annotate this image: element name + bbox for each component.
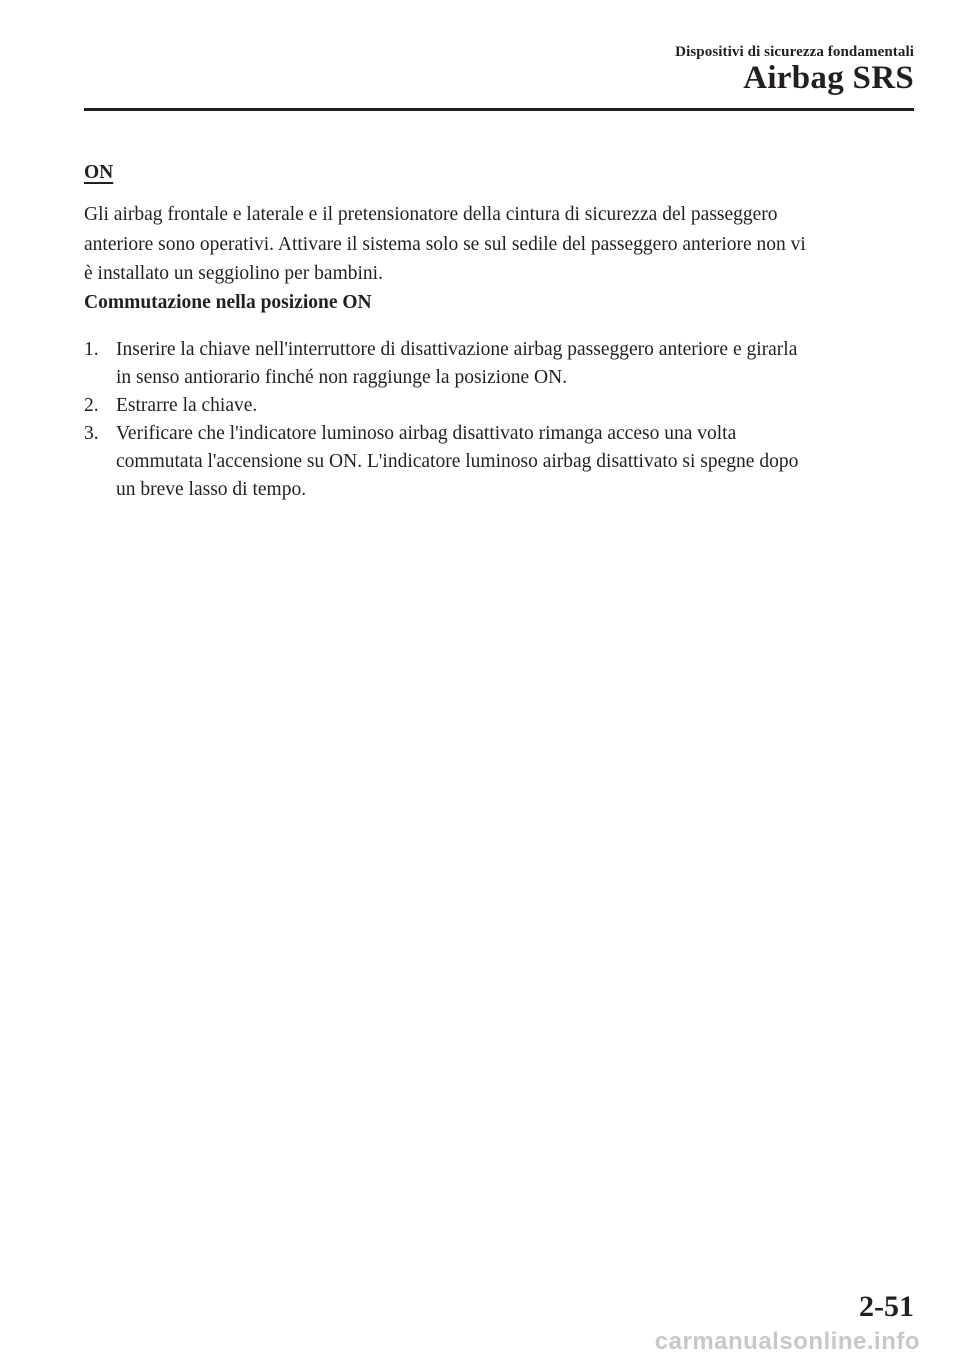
paragraph-line: anteriore sono operativi. Attivare il sistema solo se sul sedile del passeggero anteriore non vi xyxy=(84,233,806,255)
intro-paragraph xyxy=(84,200,914,289)
paragraph-line: Gli airbag frontale e laterale e il pretensionatore della cintura di sicurezza del passeggero xyxy=(84,204,778,225)
watermark: carmanualsonline.info xyxy=(654,1328,920,1355)
section-heading-on: ON xyxy=(84,162,114,183)
step-text-line: commutata l'accensione su ON. L'indicatore luminoso airbag disattivato si spegne dopo xyxy=(116,451,799,472)
step-text-line: Inserire la chiave nell'interruttore di disattivazione airbag passeggero anteriore e girarla xyxy=(116,339,798,360)
procedure-steps xyxy=(84,336,916,504)
header-divider xyxy=(84,108,914,111)
step-item xyxy=(84,336,916,392)
step-item xyxy=(84,420,916,504)
step-text-line: in senso antiorario finché non raggiunge la posizione ON. xyxy=(116,367,568,388)
paragraph-line: è installato un seggiolino per bambini. xyxy=(84,263,383,284)
page-title: Airbag SRS xyxy=(743,60,914,96)
procedure-subheading: Commutazione nella posizione ON xyxy=(84,292,372,313)
step-number: 3. xyxy=(84,423,99,444)
step-text-line: Estrarre la chiave. xyxy=(116,395,258,416)
step-number: 2. xyxy=(84,395,99,416)
page-number: 2-51 xyxy=(859,1290,914,1323)
step-text-line: un breve lasso di tempo. xyxy=(116,479,307,500)
step-item xyxy=(84,392,916,420)
step-text-line: Verificare che l'indicatore luminoso airbag disattivato rimanga acceso una volta xyxy=(116,423,737,444)
step-number: 1. xyxy=(84,339,99,360)
header-section-label: Dispositivi di sicurezza fondamentali xyxy=(675,44,914,60)
